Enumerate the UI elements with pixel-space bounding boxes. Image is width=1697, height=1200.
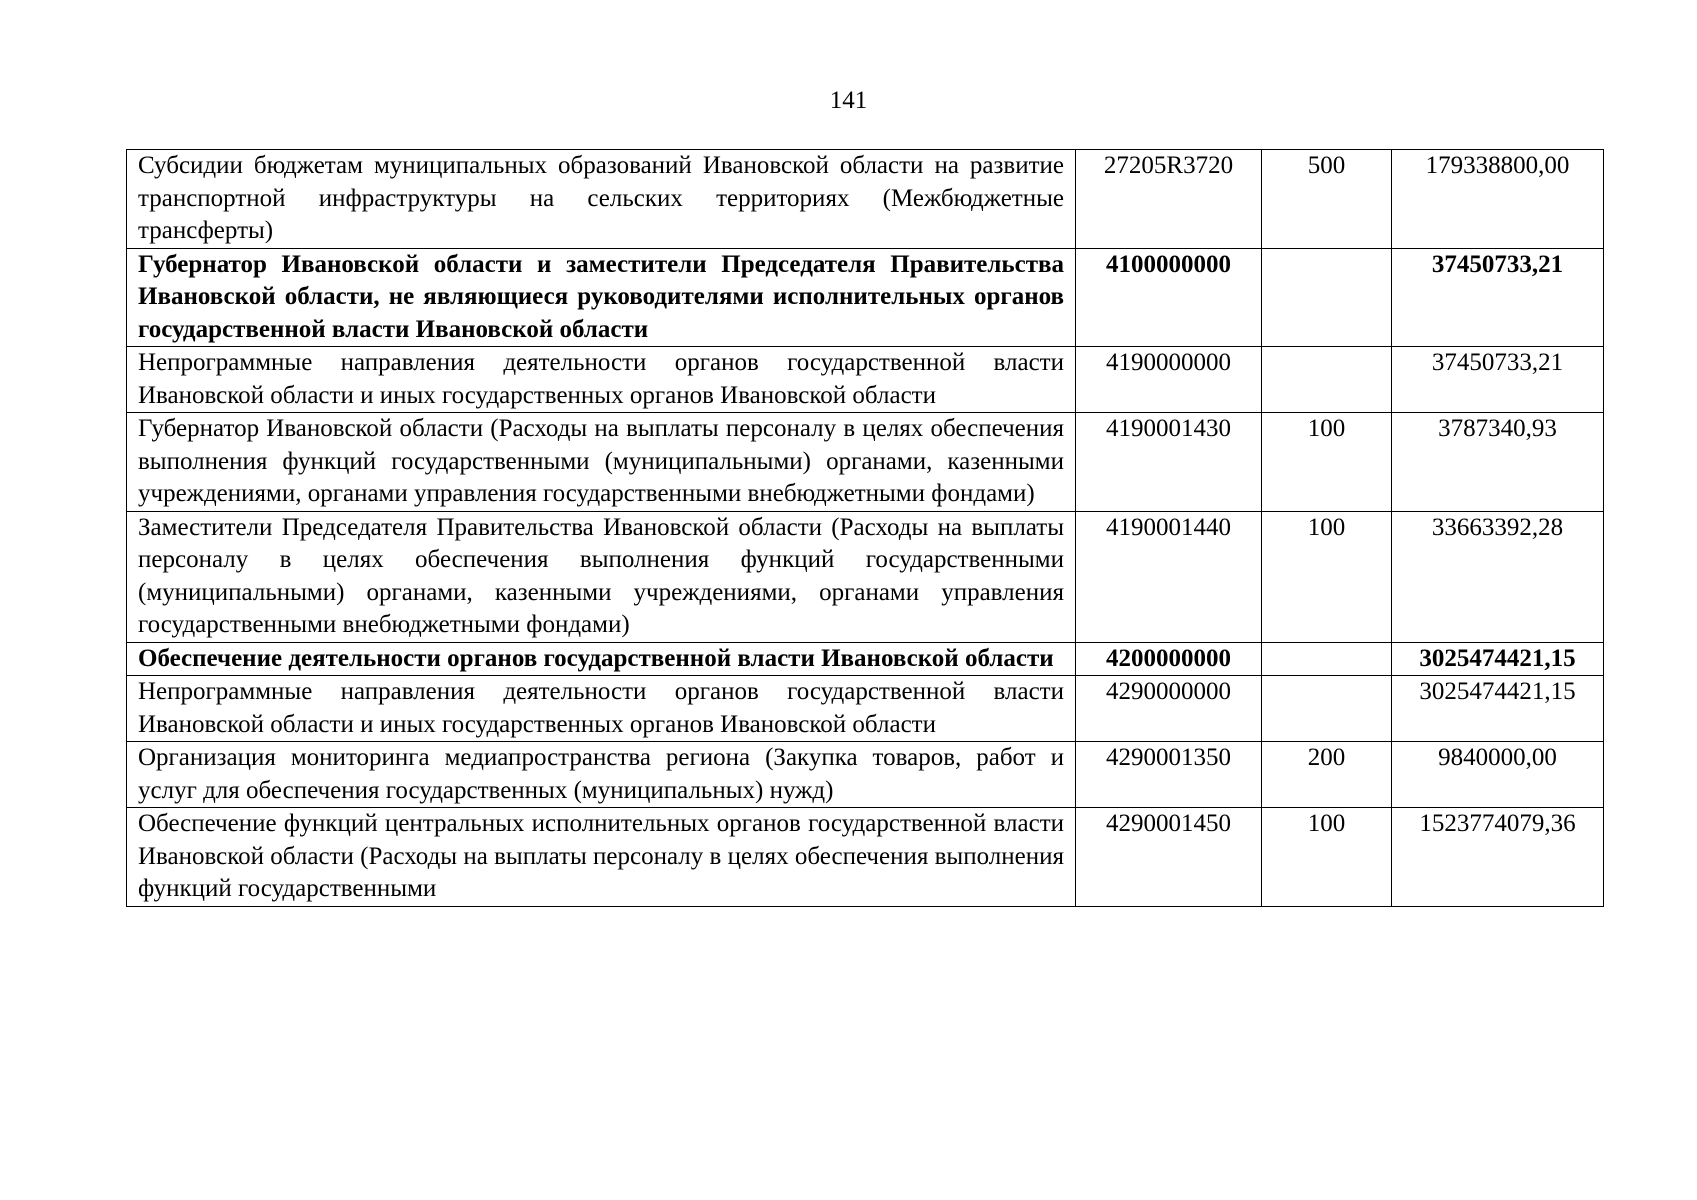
row-code-cell: 4290001350 xyxy=(1076,742,1262,808)
row-code-cell: 4190000000 xyxy=(1076,347,1262,413)
row-name-cell: Губернатор Ивановской области и заместители Председателя Правительства Ивановской области, не являющиеся руководителями исполнительных органов государственной власти Ивановской области xyxy=(127,248,1076,347)
row-type-cell: 200 xyxy=(1262,742,1392,808)
row-amount-cell: 9840000,00 xyxy=(1392,742,1604,808)
page-number: 141 xyxy=(829,87,868,114)
row-type-cell: 100 xyxy=(1262,808,1392,907)
row-code-cell: 27205R3720 xyxy=(1076,150,1262,249)
table-row xyxy=(127,248,1604,347)
row-code-cell: 4290001450 xyxy=(1076,808,1262,907)
row-type-cell xyxy=(1262,676,1392,742)
row-amount-cell: 3025474421,15 xyxy=(1392,676,1604,742)
row-type-cell xyxy=(1262,642,1392,676)
row-code-cell: 4100000000 xyxy=(1076,248,1262,347)
budget-table-body xyxy=(127,150,1604,907)
row-name-cell: Заместители Председателя Правительства Ивановской области (Расходы на выплаты персоналу в целях обеспечения выполнения функций государственными (муниципальными) органами, казенными учреждениями, органами управления государственными внебюджетными фондами) xyxy=(127,511,1076,642)
table-row xyxy=(127,808,1604,907)
budget-table xyxy=(126,149,1604,907)
row-code-cell: 4290000000 xyxy=(1076,676,1262,742)
table-row xyxy=(127,413,1604,512)
table-row xyxy=(127,642,1604,676)
row-amount-cell: 3025474421,15 xyxy=(1392,642,1604,676)
table-row xyxy=(127,511,1604,642)
row-type-cell: 100 xyxy=(1262,511,1392,642)
row-name-cell: Обеспечение функций центральных исполнительных органов государственной власти Ивановской области (Расходы на выплаты персоналу в целях обеспечения выполнения функций государственными xyxy=(127,808,1076,907)
row-code-cell: 4190001430 xyxy=(1076,413,1262,512)
row-amount-cell: 3787340,93 xyxy=(1392,413,1604,512)
row-name-cell: Непрограммные направления деятельности органов государственной власти Ивановской области и иных государственных органов Ивановской области xyxy=(127,676,1076,742)
table-row xyxy=(127,347,1604,413)
row-name-cell: Губернатор Ивановской области (Расходы на выплаты персоналу в целях обеспечения выполнения функций государственными (муниципальными) органами, казенными учреждениями, органами управления государственными внебюджетными фондами) xyxy=(127,413,1076,512)
row-name-cell: Организация мониторинга медиапространства региона (Закупка товаров, работ и услуг для обеспечения государственных (муниципальных) нужд) xyxy=(127,742,1076,808)
table-row xyxy=(127,742,1604,808)
row-type-cell xyxy=(1262,347,1392,413)
row-type-cell xyxy=(1262,248,1392,347)
row-amount-cell: 1523774079,36 xyxy=(1392,808,1604,907)
row-amount-cell: 179338800,00 xyxy=(1392,150,1604,249)
row-amount-cell: 37450733,21 xyxy=(1392,248,1604,347)
row-code-cell: 4200000000 xyxy=(1076,642,1262,676)
row-type-cell: 100 xyxy=(1262,413,1392,512)
table-row xyxy=(127,676,1604,742)
row-name-cell: Непрограммные направления деятельности органов государственной власти Ивановской области и иных государственных органов Ивановской области xyxy=(127,347,1076,413)
row-amount-cell: 37450733,21 xyxy=(1392,347,1604,413)
row-type-cell: 500 xyxy=(1262,150,1392,249)
row-code-cell: 4190001440 xyxy=(1076,511,1262,642)
row-amount-cell: 33663392,28 xyxy=(1392,511,1604,642)
row-name-cell: Обеспечение деятельности органов государственной власти Ивановской области xyxy=(127,642,1076,676)
row-name-cell: Субсидии бюджетам муниципальных образований Ивановской области на развитие транспортной инфраструктуры на сельских территориях (Межбюджетные трансферты) xyxy=(127,150,1076,249)
table-row xyxy=(127,150,1604,249)
